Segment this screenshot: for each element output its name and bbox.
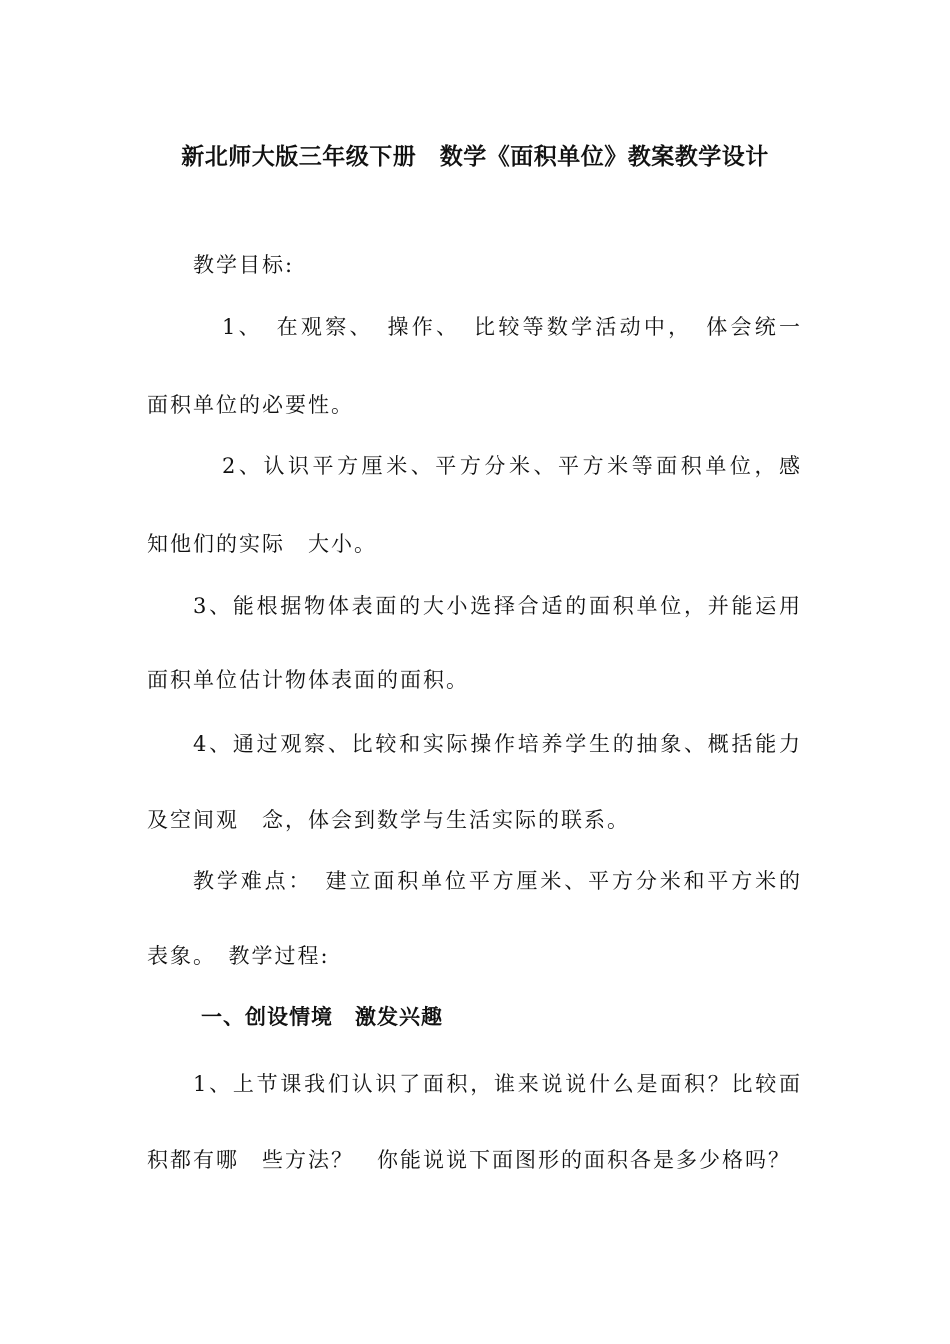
objective-2-line-2: 知他们的实际 大小。 bbox=[147, 532, 377, 556]
objective-4-line-2: 及空间观 念，体会到数学与生活实际的联系。 bbox=[147, 808, 630, 832]
section-1-heading: 一、创设情境 激发兴趣 bbox=[201, 1005, 443, 1029]
objective-4-line-1: 4、通过观察、比较和实际操作培养学生的抽象、概括能力 bbox=[193, 732, 802, 756]
objective-1-line-2: 面积单位的必要性。 bbox=[147, 393, 354, 417]
objective-3-line-1: 3、能根据物体表面的大小选择合适的面积单位，并能运用 bbox=[193, 594, 802, 618]
step-1-line-2: 积都有哪 些方法？ 你能说说下面图形的面积各是多少格吗？ bbox=[147, 1148, 791, 1172]
difficulty-line-1: 教学难点： 建立面积单位平方厘米、平方分米和平方米的 bbox=[193, 869, 802, 893]
document-title: 新北师大版三年级下册 数学《面积单位》教案教学设计 bbox=[181, 144, 769, 170]
objective-3-line-2: 面积单位估计物体表面的面积。 bbox=[147, 668, 469, 692]
difficulty-line-2: 表象。 教学过程: bbox=[147, 944, 330, 968]
objective-1-line-1: 1、 在观察、 操作、 比较等数学活动中， 体会统一 bbox=[222, 315, 802, 339]
objectives-label: 教学目标: bbox=[193, 253, 295, 277]
step-1-line-1: 1、上节课我们认识了面积，谁来说说什么是面积？比较面 bbox=[193, 1072, 802, 1096]
objective-2-line-1: 2、认识平方厘米、平方分米、平方米等面积单位，感 bbox=[222, 454, 802, 478]
